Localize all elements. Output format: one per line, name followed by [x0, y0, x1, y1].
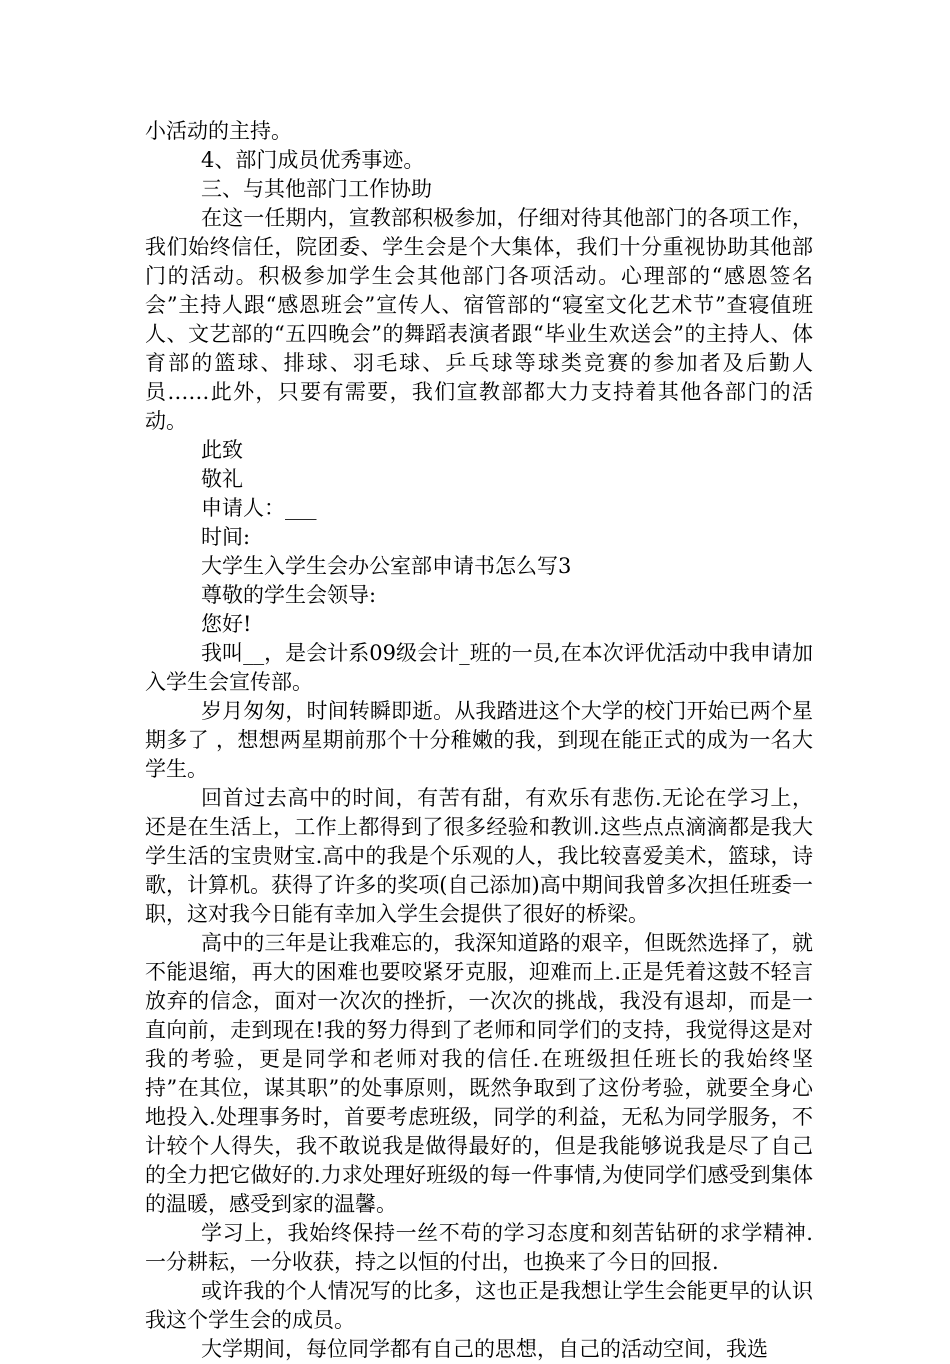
paragraph: 回首过去高中的时间，有苦有甜，有欢乐有悲伤.无论在学习上，还是在生活上，工作上都得到了很多经验和教训.这些点点滴滴都是我大学生活的宝贵财宝.高中的我是个乐观的人，我比较喜爱美术，篮球，诗歌，计算机。获得了许多的奖项(自己添加)高中期间我曾多次担任班委一职，这对我今日能有幸加入学生会提供了很好的桥梁。: [145, 786, 813, 926]
document-body: [145, 117, 813, 1364]
closing-salutation: 敬礼: [201, 467, 243, 491]
greeting: 尊敬的学生会领导:: [201, 583, 377, 607]
paragraph: 在这一任期内，宣教部积极参加，仔细对待其他部门的各项工作，我们始终信任，院团委、学生会是个大集体，我们十分重视协助其他部门的活动。积极参加学生会其他部门各项活动。心理部的“感恩签名会”主持人跟“感恩班会”宣传人、宿管部的“寝室文化艺术节”查寝值班人、文艺部的“五四晚会”的舞蹈表演者跟“毕业生欢送会”的主持人、体育部的篮球、排球、羽毛球、乒乓球等球类竞赛的参加者及后勤人员……此外，只要有需要，我们宣教部都大力支持着其他各部门的活动。: [145, 206, 813, 433]
paragraph: 大学期间，每位同学都有自己的思想，自己的活动空间，我选: [201, 1337, 768, 1361]
paragraph: 小活动的主持。: [145, 119, 292, 143]
applicant-line: 申请人：___: [201, 496, 317, 520]
section-heading: 三、与其他部门工作协助: [201, 177, 432, 201]
paragraph: 高中的三年是让我难忘的，我深知道路的艰辛，但既然选择了，就不能退缩，再大的困难也要咬紧牙克服，迎难而上.正是凭着这鼓不轻言放弃的信念，面对一次次的挫折，一次次的挑战，我没有退却，而是一直向前，走到现在!我的努力得到了老师和同学们的支持，我觉得这是对我的考验，更是同学和老师对我的信任.在班级担任班长的我始终坚持”在其位，谋其职”的处事原则，既然争取到了这份考验，就要全身心地投入.处理事务时，首要考虑班级，同学的利益，无私为同学服务，不计较个人得失，我不敢说我是做得最好的，但是我能够说我是尽了自己的全力把它做好的.力求处理好班级的每一件事情,为使同学们感受到集体的温暖，感受到家的温馨。: [145, 931, 813, 1216]
paragraph: 4、部门成员优秀事迹。: [201, 148, 425, 172]
date-line: 时间:: [201, 525, 251, 549]
paragraph: 岁月匆匆，时间转瞬即逝。从我踏进这个大学的校门开始已两个星期多了 ，想想两星期前那个十分稚嫩的我，到现在能正式的成为一名大学生。: [145, 699, 813, 781]
closing-line: 此致: [201, 438, 243, 462]
paragraph: 学习上，我始终保持一丝不苟的学习态度和刻苦钻研的求学精神.一分耕耘，一分收获，持之以恒的付出，也换来了今日的回报.: [145, 1221, 813, 1274]
document-title: 大学生入学生会办公室部申请书怎么写3: [201, 554, 572, 578]
greeting: 您好!: [201, 612, 252, 636]
paragraph: 或许我的个人情况写的比多，这也正是我想让学生会能更早的认识我这个学生会的成员。: [145, 1279, 813, 1332]
paragraph: 我叫__，是会计系09级会计_班的一员,在本次评优活动中我申请加入学生会宣传部。: [145, 641, 813, 694]
